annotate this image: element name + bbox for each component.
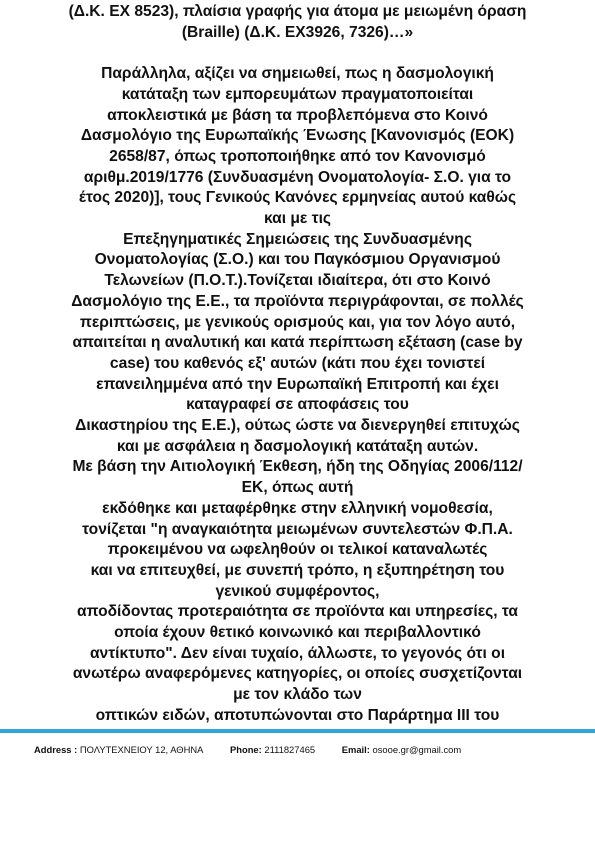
text-line: Παράλληλα, αξίζει να σημειωθεί, πως η δασμολογική xyxy=(101,65,494,83)
text-line: γενικού συμφέροντος, xyxy=(215,582,380,600)
paragraph-break xyxy=(10,43,585,64)
text-line: Ονοματολογίας (Σ.Ο.) και του Παγκόσμιου Οργανισμού xyxy=(94,251,501,269)
text-line: κατάταξη των εμπορευμάτων πραγματοποιείται xyxy=(121,85,474,103)
footer-phone xyxy=(230,744,315,755)
email-label: Email: xyxy=(341,744,370,755)
text-line: προκειμένου να ωφεληθούν οι τελικοί καταναλωτές xyxy=(107,541,488,559)
text-line: ΕΚ, όπως αυτή xyxy=(241,479,354,497)
text-line: ανωτέρω αναφερόμενες κατηγορίες, οι οποίες συσχετίζονται xyxy=(72,665,523,683)
footer-email xyxy=(342,744,461,755)
text-line: Δασμολόγιο της Ε.Ε., τα προϊόντα περιγράφονται, σε πολλές xyxy=(71,292,524,310)
text-line: αποδίδοντας προτεραιότητα σε προϊόντα και υπηρεσίες, τα xyxy=(76,603,519,621)
text-line: (Δ.Κ. ΕΧ 8523), πλαίσια γραφής για άτομα με μειωμένη όραση xyxy=(68,3,527,20)
phone-label: Phone: xyxy=(229,744,262,755)
page-footer xyxy=(34,744,485,755)
document-body xyxy=(10,2,585,727)
text-line: 2658/87, όπως τροποποιήθηκε από τον Κανονισμό xyxy=(109,147,486,165)
text-line: έτος 2020)], τους Γενικούς Κανόνες ερμηνείας αυτού καθώς xyxy=(78,189,517,207)
text-line: επανειλημμένα από την Ευρωπαϊκή Επιτροπή και έχει xyxy=(96,375,499,393)
text-line: οποία έχουν θετικό κοινωνικό και περιβαλλοντικό xyxy=(114,624,481,642)
email-value[interactable]: osooe.gr@gmail.com xyxy=(372,744,462,755)
text-line: Επεξηγηματικές Σημειώσεις της Συνδυασμένης xyxy=(123,230,472,248)
text-line: αριθμ.2019/1776 (Συνδυασμένη Ονοματολογία- Σ.Ο. για το xyxy=(83,168,512,186)
text-line: case) του καθενός εξ' αυτών (κάτι που έχει τονιστεί xyxy=(109,354,486,372)
address-value: ΠΟΛΥΤΕΧΝΕΙΟΥ 12, ΑΘΗΝΑ xyxy=(79,744,204,755)
text-line: οπτικών ειδών, αποτυπώνονται στο Παράρτημα ΙΙΙ του xyxy=(95,706,500,724)
text-line: απαιτείται η αναλυτική και κατά περίπτωση εξέταση (case by xyxy=(72,334,523,352)
text-line: (Braille) (Δ.Κ. ΕΧ3926, 7326)…» xyxy=(181,23,414,41)
text-line: καταγραφεί σε αποφάσεις του xyxy=(186,396,409,414)
text-line: και με τις xyxy=(263,210,332,228)
text-line: εκδόθηκε και μεταφέρθηκε στην ελληνική νομοθεσία, xyxy=(102,499,493,517)
text-line: και να επιτευχθεί, με συνεπή τρόπο, η εξυπηρέτηση του xyxy=(90,561,505,579)
text-line: αντίκτυπο". Δεν είναι τυχαίο, άλλωστε, το γεγονός ότι οι xyxy=(89,644,506,662)
text-line: και με ασφάλεια η δασμολογική κατάταξη αυτών. xyxy=(116,437,479,455)
text-line: αποκλειστικά με βάση τα προβλεπόμενα στο Κοινό xyxy=(107,106,488,124)
phone-value: 2111827465 xyxy=(264,744,316,755)
footer-divider xyxy=(0,729,595,733)
footer-address xyxy=(34,744,203,755)
text-line: Δικαστηρίου της Ε.Ε.), ούτως ώστε να διενεργηθεί επιτυχώς xyxy=(75,417,520,435)
text-line: τονίζεται "η αναγκαιότητα μειωμένων συντελεστών Φ.Π.Α. xyxy=(82,520,513,538)
text-line: με τον κλάδο των xyxy=(233,686,362,704)
address-label: Address : xyxy=(34,744,78,755)
text-line: περιπτώσεις, με γενικούς ορισμούς και, για τον λόγο αυτό, xyxy=(79,313,516,331)
text-line: Με βάση την Αιτιολογική Έκθεση, ήδη της Οδηγίας 2006/112/ xyxy=(72,458,523,476)
text-line: Δασμολόγιο της Ευρωπαϊκής Ένωσης [Κανονισμός (ΕΟΚ) xyxy=(80,127,515,145)
text-line: Τελωνείων (Π.Ο.Τ.).Τονίζεται ιδιαίτερα, ότι στο Κοινό xyxy=(104,272,491,290)
